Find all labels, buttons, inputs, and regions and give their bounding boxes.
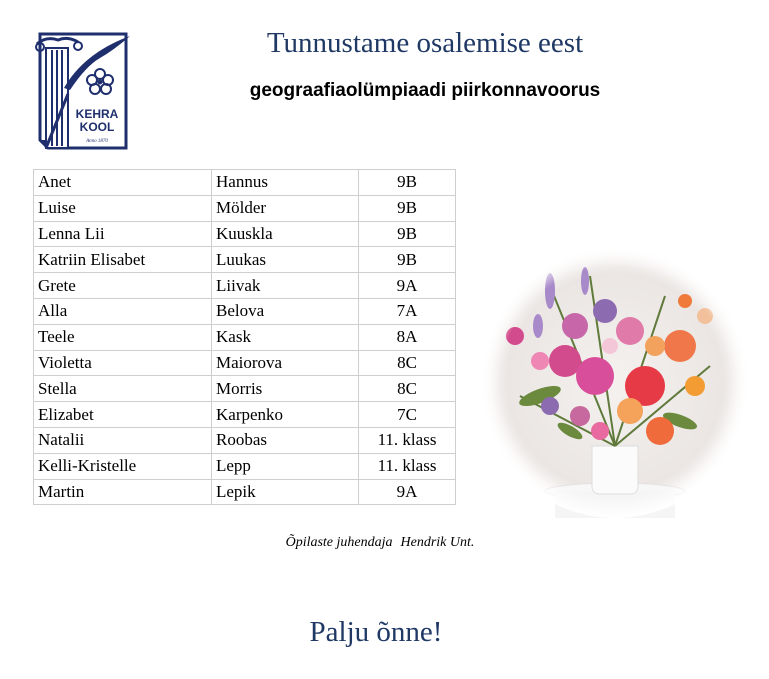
student-last-name: Lepik <box>212 479 359 505</box>
logo-line2: KOOL <box>79 120 115 134</box>
student-last-name: Kuuskla <box>212 221 359 247</box>
student-last-name: Hannus <box>212 170 359 196</box>
student-last-name: Maiorova <box>212 350 359 376</box>
student-class: 11. klass <box>359 453 456 479</box>
student-first-name: Martin <box>34 479 212 505</box>
student-class: 9A <box>359 273 456 299</box>
supervisor-label: Õpilaste juhendaja <box>285 535 393 550</box>
student-first-name: Anet <box>34 170 212 196</box>
student-class: 9B <box>359 221 456 247</box>
table-row <box>34 453 456 479</box>
student-class: 7C <box>359 402 456 428</box>
table-row <box>34 247 456 273</box>
student-first-name: Natalii <box>34 427 212 453</box>
table-row <box>34 195 456 221</box>
student-last-name: Luukas <box>212 247 359 273</box>
student-last-name: Karpenko <box>212 402 359 428</box>
student-last-name: Liivak <box>212 273 359 299</box>
student-first-name: Katriin Elisabet <box>34 247 212 273</box>
student-first-name: Alla <box>34 298 212 324</box>
supervisor-name: Hendrik Unt. <box>400 535 475 550</box>
student-class: 9B <box>359 195 456 221</box>
student-class: 7A <box>359 298 456 324</box>
student-class: 9B <box>359 170 456 196</box>
student-class: 11. klass <box>359 427 456 453</box>
student-last-name: Roobas <box>212 427 359 453</box>
table-row <box>34 427 456 453</box>
logo-since: Anno 1870 <box>86 139 108 144</box>
supervisor-line <box>200 535 560 551</box>
page-title: Tunnustame osalemise eest <box>266 27 584 59</box>
student-last-name: Lepp <box>212 453 359 479</box>
student-class: 9B <box>359 247 456 273</box>
table-row <box>34 273 456 299</box>
table-row <box>34 298 456 324</box>
table-row <box>34 350 456 376</box>
table-row <box>34 479 456 505</box>
table-row <box>34 324 456 350</box>
page-subtitle: geograafiaolümpiaadi piirkonnavoorus <box>249 80 601 101</box>
students-table <box>33 169 456 505</box>
student-last-name: Morris <box>212 376 359 402</box>
table-row <box>34 402 456 428</box>
table-row <box>34 170 456 196</box>
student-first-name: Grete <box>34 273 212 299</box>
student-first-name: Kelli-Kristelle <box>34 453 212 479</box>
student-last-name: Kask <box>212 324 359 350</box>
school-logo <box>34 28 132 154</box>
student-class: 8C <box>359 350 456 376</box>
student-first-name: Stella <box>34 376 212 402</box>
student-first-name: Teele <box>34 324 212 350</box>
student-class: 9A <box>359 479 456 505</box>
students-table-body <box>34 170 456 505</box>
student-class: 8A <box>359 324 456 350</box>
congratulations-text: Palju õnne! <box>309 616 443 648</box>
student-class: 8C <box>359 376 456 402</box>
table-row <box>34 221 456 247</box>
student-last-name: Mölder <box>212 195 359 221</box>
flower-bouquet-photo <box>480 246 750 518</box>
student-last-name: Belova <box>212 298 359 324</box>
student-first-name: Lenna Lii <box>34 221 212 247</box>
student-first-name: Luise <box>34 195 212 221</box>
table-row <box>34 376 456 402</box>
student-first-name: Violetta <box>34 350 212 376</box>
logo-line1: KEHRA <box>75 107 119 121</box>
student-first-name: Elizabet <box>34 402 212 428</box>
